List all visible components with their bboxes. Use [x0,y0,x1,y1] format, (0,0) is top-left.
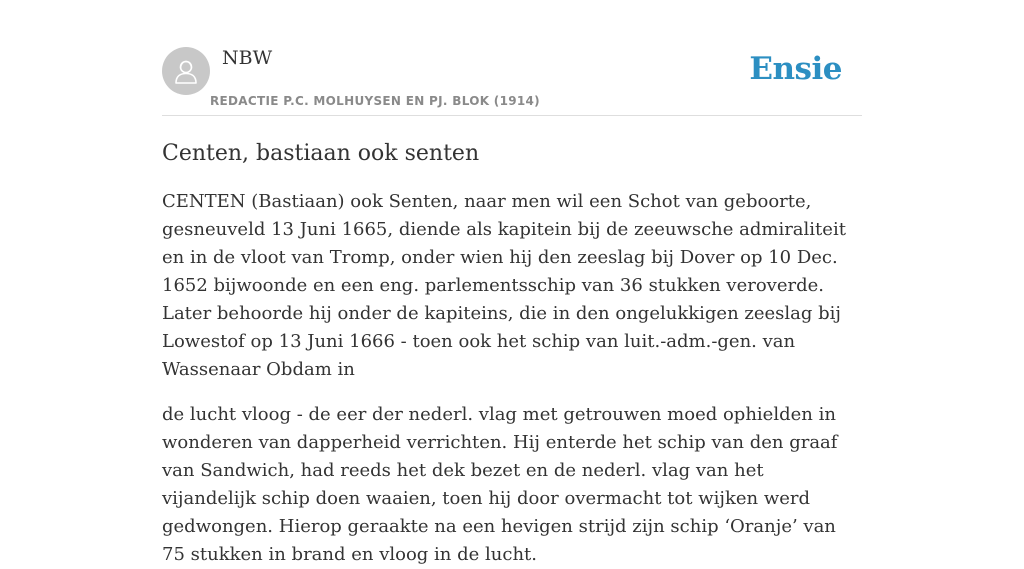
content-column [162,0,862,569]
ensie-logo-link[interactable]: Ensie [749,51,842,87]
article-paragraph: CENTEN (Bastiaan) ook Senten, naar men wil een Schot van geboorte, gesneuveld 13 Juni 1665, diende als kapitein bij de zeeuwsche admiraliteit en in de vloot van Tromp, onder wien hij den zeeslag bij Dover op 10 Dec. 1652 bijwoonde en een eng. parlementsschip van 36 stukken veroverde. Later behoorde hij onder de kapiteins, die in den ongelukkigen zeeslag bij Lowestof op 13 Juni 1666 - toen ook het schip van luit.-adm.-gen. van Wassenaar Obdam in [162,191,846,380]
article-title: Centen, bastiaan ook senten [162,141,480,166]
user-silhouette-icon [172,57,200,85]
source-reference[interactable]: REDACTIE P.C. MOLHUYSEN EN PJ. BLOK (1914) [210,94,540,108]
author-avatar[interactable] [162,47,210,95]
article-header [162,0,862,116]
article-paragraph: de lucht vloog - de eer der nederl. vlag met getrouwen moed ophielden in wonderen van dapperheid verrichten. Hij enterde het schip van den graaf van Sandwich, had reeds het dek bezet en de nederl. vlag van het vijandelijk schip doen waaien, toen hij door overmacht tot wijken werd gedwongen. Hierop geraakte na een hevigen strijd zijn schip ‘Oranje’ van 75 stukken in brand en vloog in de lucht. [162,404,838,565]
author-name[interactable]: NBW [222,47,273,69]
